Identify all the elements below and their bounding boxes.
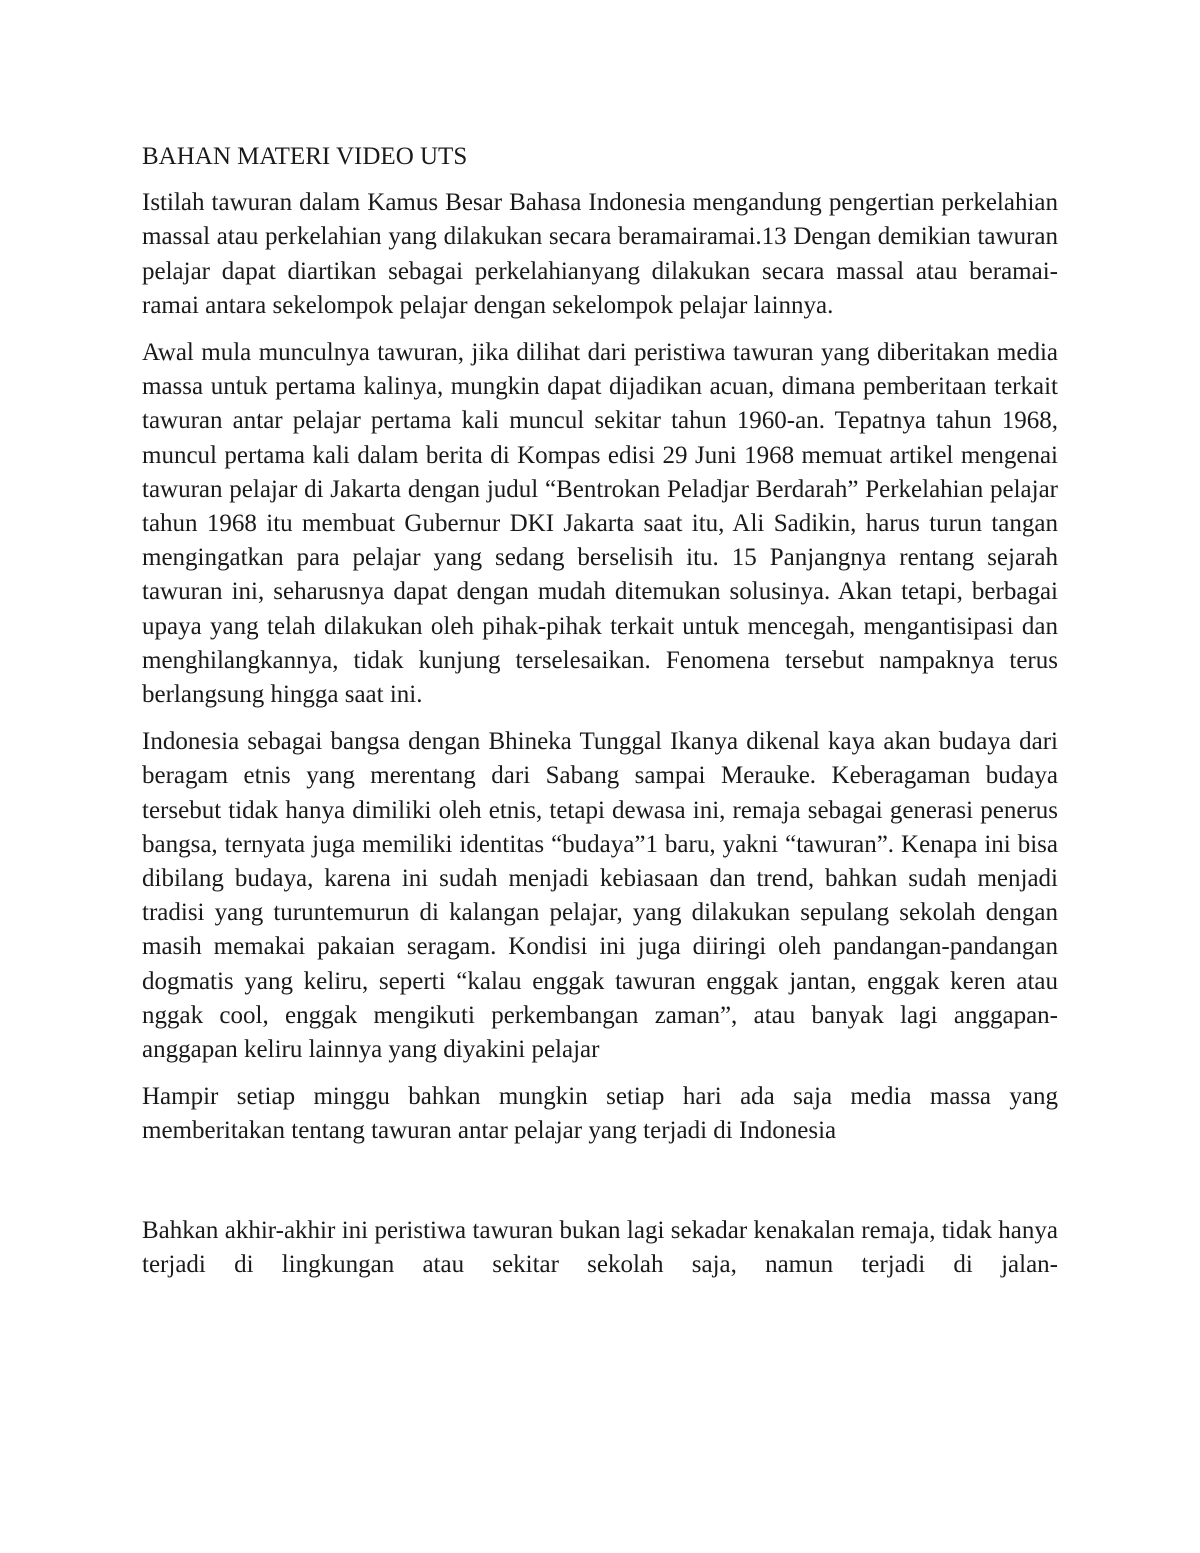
paragraph-gap [142, 1162, 1058, 1214]
paragraph-culture: Indonesia sebagai bangsa dengan Bhineka Tunggal Ikanya dikenal kaya akan budaya dari beragam etnis yang merentang dari Sabang sampai Merauke. Keberagaman budaya tersebut tidak hanya dimiliki oleh etnis, tetapi dewasa ini, remaja sebagai generasi penerus bangsa, ternyata juga memiliki identitas “budaya”1 baru, yakni “tawuran”. Kenapa ini bisa dibilang budaya, karena ini sudah menjadi kebiasaan dan trend, bahkan sudah menjadi tradisi yang turuntemurun di kalangan pelajar, yang dilakukan sepulang sekolah dengan masih memakai pakaian seragam. Kondisi ini juga diiringi oleh pandangan-pandangan dogmatis yang keliru, seperti “kalau enggak tawuran enggak jantan, enggak keren atau nggak cool, enggak mengikuti perkembangan zaman”, atau banyak lagi anggapan-anggapan keliru lainnya yang diyakini pelajar [142, 728, 1058, 1064]
document-title: BAHAN MATERI VIDEO UTS [142, 143, 468, 170]
paragraph-history: Awal mula munculnya tawuran, jika dilihat dari peristiwa tawuran yang diberitakan media massa untuk pertama kalinya, mungkin dapat dijadikan acuan, dimana pemberitaan terkait tawuran antar pelajar pertama kali muncul sekitar tahun 1960-an. Tepatnya tahun 1968, muncul pertama kali dalam berita di Kompas edisi 29 Juni 1968 memuat artikel mengenai tawuran pelajar di Jakarta dengan judul “Bentrokan Peladjar Berdarah” Perkelahian pelajar tahun 1968 itu membuat Gubernur DKI Jakarta saat itu, Ali Sadikin, harus turun tangan mengingatkan para pelajar yang sedang berselisih itu. 15 Panjangnya rentang sejarah tawuran ini, seharusnya dapat dengan mudah ditemukan solusinya. Akan tetapi, berbagai upaya yang telah dilakukan oleh pihak-pihak terkait untuk mencegah, mengantisipasi dan menghilangkannya, tidak kunjung terselesaikan. Fenomena tersebut nampaknya terus berlangsung hingga saat ini. [142, 339, 1058, 709]
document-body [142, 140, 1058, 1295]
paragraph-recent: Bahkan akhir-akhir ini peristiwa tawuran bukan lagi sekadar kenakalan remaja, tidak hanya terjadi di lingkungan atau sekitar sekolah saja, namun terjadi di jalan- [142, 1216, 1058, 1278]
paragraph-definition: Istilah tawuran dalam Kamus Besar Bahasa Indonesia mengandung pengertian perkelahian massal atau perkelahian yang dilakukan secara beramairamai.13 Dengan demikian tawuran pelajar dapat diartikan sebagai perkelahianyang dilakukan secara massal atau beramai-ramai antara sekelompok pelajar dengan sekelompok pelajar lainnya. [142, 189, 1058, 319]
paragraph-media: Hampir setiap minggu bahkan mungkin setiap hari ada saja media massa yang memberitakan tentang tawuran antar pelajar yang terjadi di Indonesia [142, 1083, 1058, 1145]
